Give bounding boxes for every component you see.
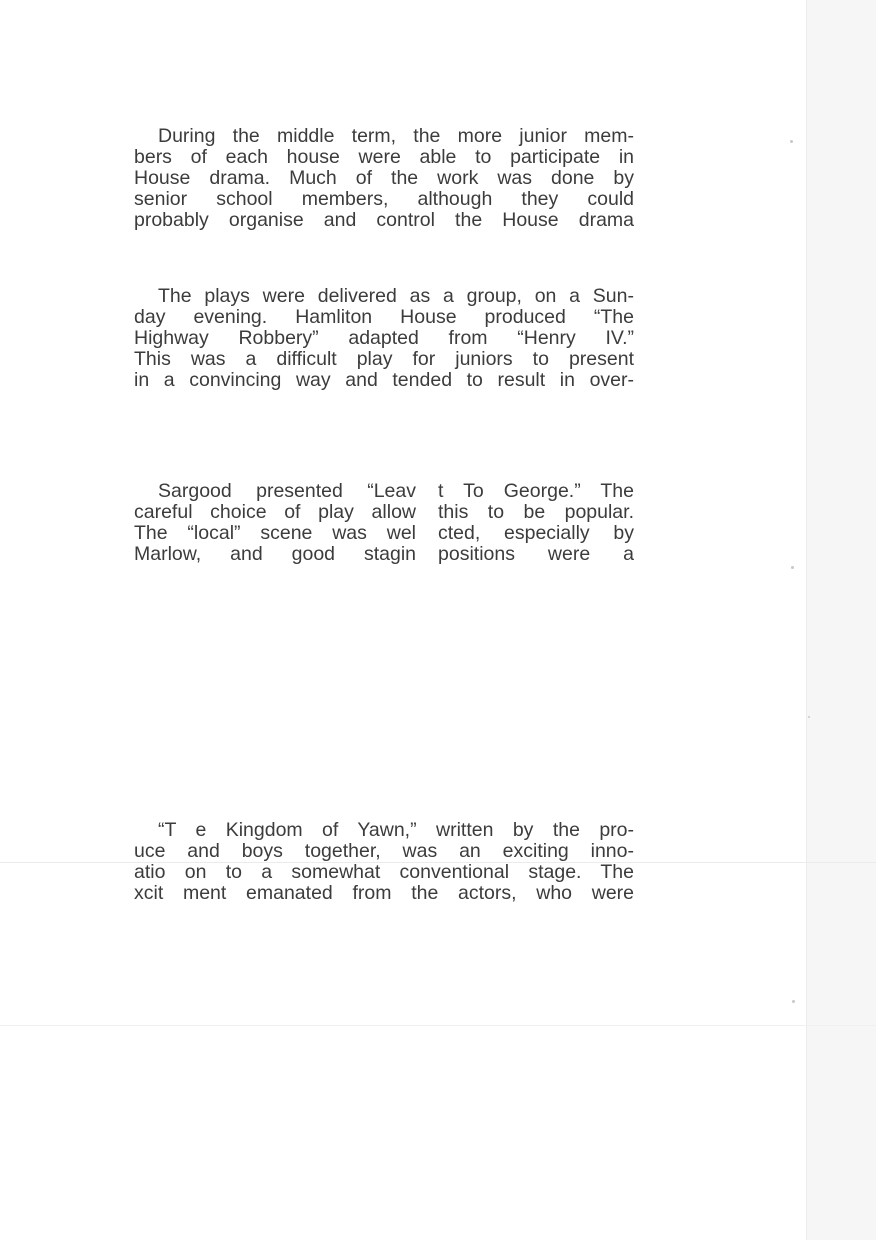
text-line: [134, 481, 634, 502]
scan-speck: [791, 566, 794, 569]
text-line: Highway Robbery” adapted from “Henry IV.”: [134, 328, 634, 349]
paragraph-2: [134, 286, 634, 391]
scan-speck: [808, 716, 810, 718]
fold-line: [0, 1025, 876, 1026]
scan-speck: [790, 140, 793, 143]
text-line: House drama. Much of the work was done by: [134, 168, 634, 189]
text-fragment-left: careful choice of play allow: [134, 501, 416, 523]
text-line: probably organise and control the House drama: [134, 210, 634, 231]
text-line: This was a difficult play for juniors to present: [134, 349, 634, 370]
text-line: “T e Kingdom of Yawn,” written by the pro-: [158, 820, 634, 841]
paragraph-4: [134, 820, 634, 904]
text-line: The plays were delivered as a group, on a Sun-: [158, 286, 634, 307]
text-line: [134, 544, 634, 565]
page-edge-shadow: [806, 0, 876, 1240]
text-fragment-left: Marlow, and good stagin: [134, 543, 416, 565]
paragraph-1: [134, 126, 634, 231]
scan-speck: [792, 1000, 795, 1003]
text-line: During the middle term, the more junior mem-: [158, 126, 634, 147]
text-fragment-right: positions were a: [438, 543, 634, 565]
text-line: [134, 523, 634, 544]
text-line: bers of each house were able to participate in: [134, 147, 634, 168]
text-line: day evening. Hamliton House produced “The: [134, 307, 634, 328]
text-line: in a convincing way and tended to result in over-: [134, 370, 634, 391]
text-fragment-left: Sargood presented “Leav: [158, 480, 416, 502]
text-line: [134, 502, 634, 523]
text-line: uce and boys together, was an exciting inno-: [134, 841, 634, 862]
paragraph-3: [134, 481, 634, 565]
text-line: atio on to a somewhat conventional stage. The: [134, 862, 634, 883]
text-line: senior school members, although they could: [134, 189, 634, 210]
text-fragment-right: cted, especially by: [438, 522, 634, 544]
text-fragment-right: this to be popular.: [438, 501, 634, 523]
text-fragment-right: t To George.” The: [438, 480, 634, 502]
text-fragment-left: The “local” scene was wel: [134, 522, 416, 544]
text-line: xcit ment emanated from the actors, who were: [134, 883, 634, 904]
